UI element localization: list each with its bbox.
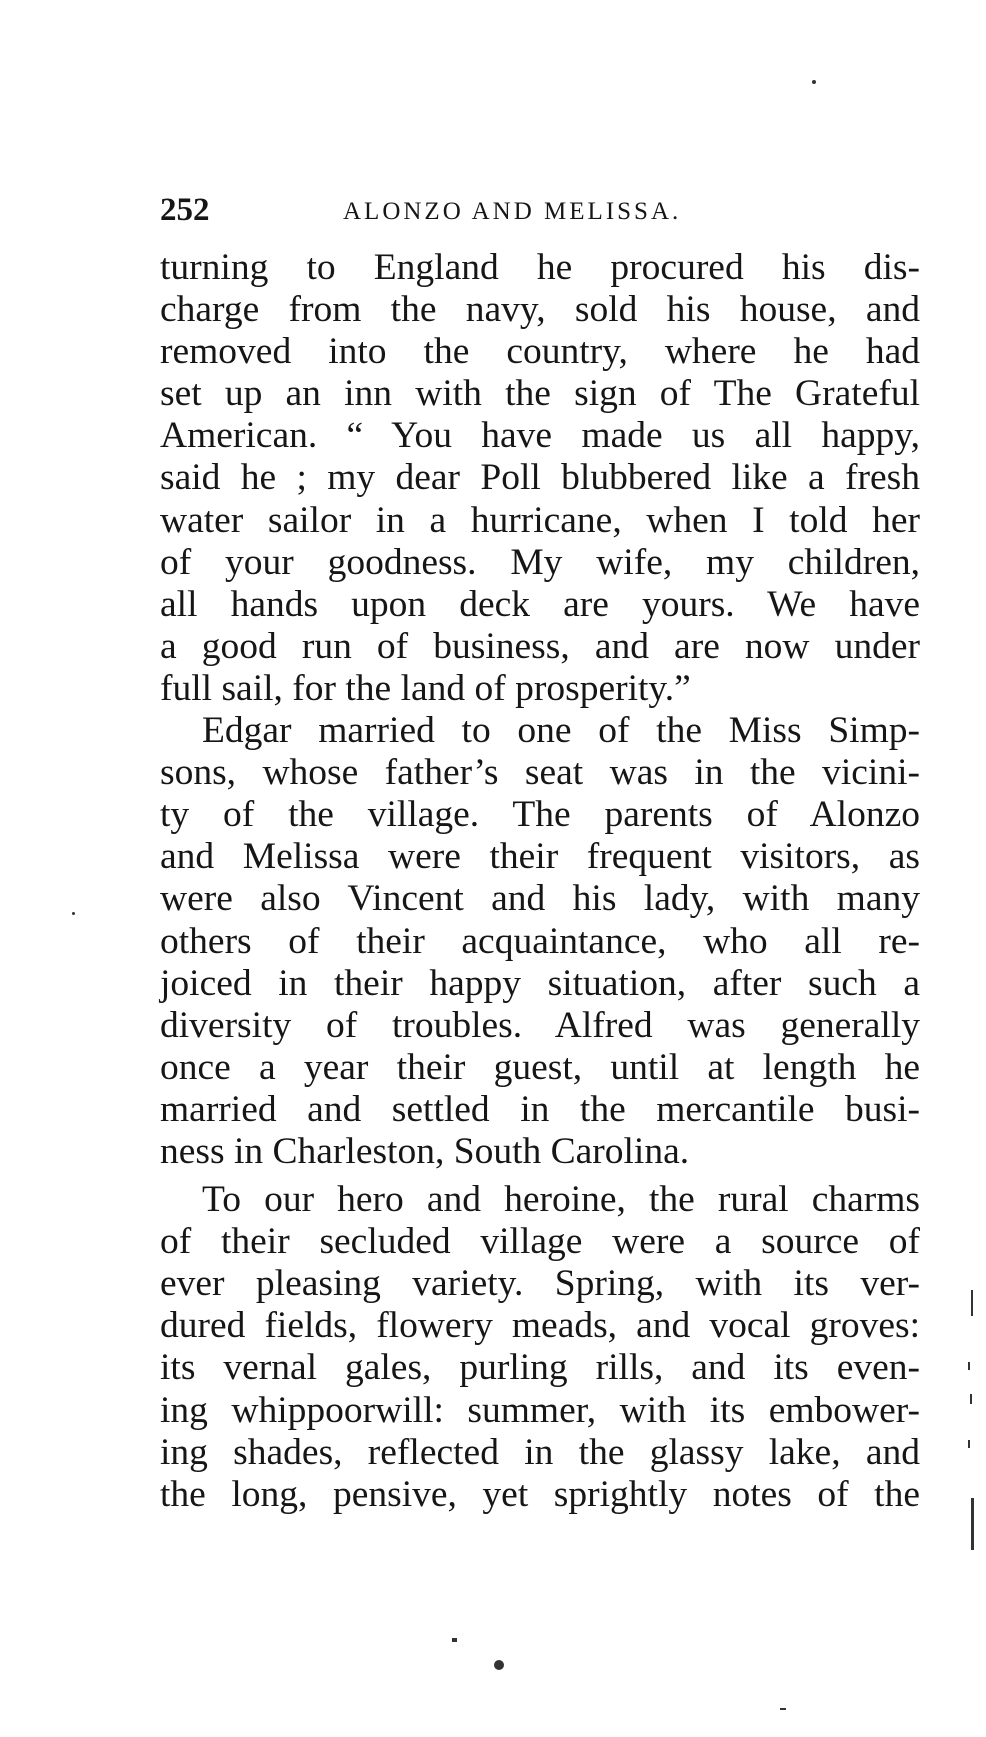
margin-rule xyxy=(968,1362,970,1370)
page-header xyxy=(160,190,900,230)
text-line: ing whippoorwill: summer, with its embower- xyxy=(160,1389,920,1431)
text-line: To our hero and heroine, the rural charms xyxy=(202,1179,920,1221)
scan-speck xyxy=(780,1708,786,1710)
text-line: its vernal gales, purling rills, and its even- xyxy=(160,1347,920,1389)
scan-speck xyxy=(812,80,816,84)
text-line: and Melissa were their frequent visitors, as xyxy=(160,836,920,878)
margin-rule xyxy=(968,1440,970,1448)
scan-speck xyxy=(494,1660,504,1670)
text-line: American. “ You have made us all happy, xyxy=(160,415,920,457)
text-line: a good run of business, and are now under xyxy=(160,625,920,667)
text-line: married and settled in the mercantile busi- xyxy=(160,1088,920,1130)
scan-speck xyxy=(452,1638,457,1642)
text-line: others of their acquaintance, who all re- xyxy=(160,920,920,962)
text-line: ing shades, reflected in the glassy lake, and xyxy=(160,1431,920,1473)
text-line: diversity of troubles. Alfred was generally xyxy=(160,1004,920,1046)
text-line: ever pleasing variety. Spring, with its ver- xyxy=(160,1263,920,1305)
running-title: ALONZO AND MELISSA. xyxy=(343,198,682,225)
text-line: water sailor in a hurricane, when I told her xyxy=(160,499,920,541)
text-line: once a year their guest, until at length he xyxy=(160,1046,920,1088)
page-number: 252 xyxy=(160,192,210,228)
margin-rule xyxy=(971,1290,973,1316)
text-line: sons, whose father’s seat was in the vicini- xyxy=(160,752,920,794)
text-line: charge from the navy, sold his house, and xyxy=(160,289,920,331)
margin-rule xyxy=(971,1498,974,1550)
margin-rule xyxy=(970,1394,972,1404)
text-line: dured fields, flowery meads, and vocal groves: xyxy=(160,1305,920,1347)
text-line: removed into the country, where he had xyxy=(160,331,920,373)
text-line: set up an inn with the sign of The Grateful xyxy=(160,373,920,415)
text-line: ness in Charleston, South Carolina. xyxy=(160,1130,690,1172)
scan-speck xyxy=(72,912,75,915)
text-line: ty of the village. The parents of Alonzo xyxy=(160,794,920,836)
paragraph xyxy=(160,247,920,710)
text-line: Edgar married to one of the Miss Simp- xyxy=(202,710,920,752)
text-line: said he ; my dear Poll blubbered like a fresh xyxy=(160,457,920,499)
text-line: joiced in their happy situation, after such a xyxy=(160,962,920,1004)
text-line: turning to England he procured his dis- xyxy=(160,247,920,288)
text-line: full sail, for the land of prosperity.” xyxy=(160,667,691,709)
text-line: the long, pensive, yet sprightly notes of the xyxy=(160,1473,920,1515)
text-line: of your goodness. My wife, my children, xyxy=(160,541,920,583)
paragraph xyxy=(160,710,920,1173)
text-line: all hands upon deck are yours. We have xyxy=(160,583,920,625)
text-line: were also Vincent and his lady, with many xyxy=(160,878,920,920)
body-text xyxy=(160,247,920,1516)
paragraph xyxy=(160,1179,920,1516)
text-line: of their secluded village were a source of xyxy=(160,1221,920,1263)
